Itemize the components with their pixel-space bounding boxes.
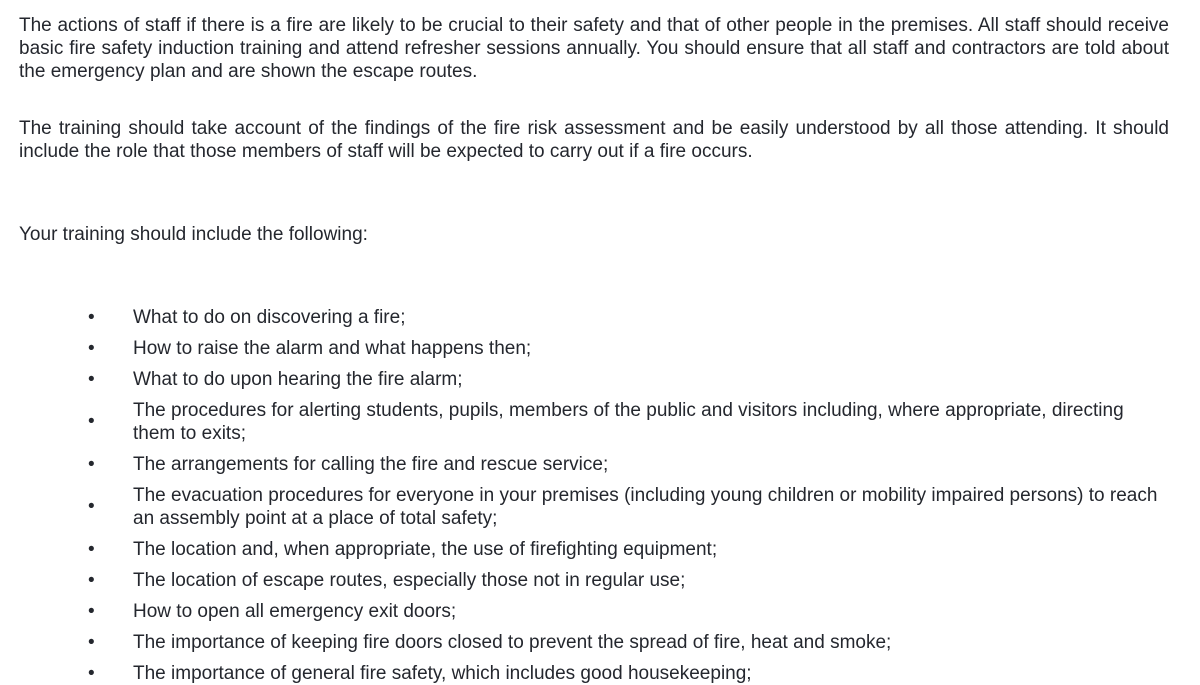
paragraph-staff-actions: The actions of staff if there is a fire are likely to be crucial to their safety and that of other people in the premises. All staff should receive basic fire safety induction training and attend refresher sessions annually. You should ensure that all staff and contractors are told about the emergency plan and are shown the escape routes. <box>19 15 1169 82</box>
list-item-text: What to do upon hearing the fire alarm; <box>133 368 463 390</box>
bullet-icon: • <box>88 631 95 653</box>
list-item-text: How to open all emergency exit doors; <box>133 600 457 622</box>
bullet-icon: • <box>88 368 95 390</box>
list-item <box>88 600 1169 623</box>
list-item-text: The importance of general fire safety, which includes good housekeeping; <box>133 662 752 684</box>
list-item <box>88 538 1169 561</box>
list-item <box>88 631 1169 654</box>
list-item <box>88 484 1169 530</box>
list-item-text: The arrangements for calling the fire and rescue service; <box>133 453 609 475</box>
list-item <box>88 368 1169 391</box>
bullet-icon: • <box>88 600 95 622</box>
list-item <box>88 399 1169 445</box>
list-item <box>88 569 1169 592</box>
list-item-text: The importance of keeping fire doors closed to prevent the spread of fire, heat and smoke; <box>133 631 892 653</box>
bullet-icon: • <box>88 306 95 328</box>
training-topics-list <box>19 306 1169 685</box>
list-item-text: The evacuation procedures for everyone in your premises (including young children or mobility impaired persons) to reach an assembly point at a place of total safety; <box>133 484 1158 529</box>
list-item-text: The location of escape routes, especially those not in regular use; <box>133 569 686 591</box>
bullet-icon: • <box>88 496 95 518</box>
training-list-intro: Your training should include the following: <box>19 223 368 245</box>
bullet-icon: • <box>88 411 95 433</box>
list-item-text: What to do on discovering a fire; <box>133 306 406 328</box>
bullet-icon: • <box>88 337 95 359</box>
bullet-icon: • <box>88 538 95 560</box>
paragraph-training-findings: The training should take account of the findings of the fire risk assessment and be easily understood by all those attending. It should include the role that those members of staff will be expected to carry out if a fire occurs. <box>19 118 1169 163</box>
list-item-text: The location and, when appropriate, the use of firefighting equipment; <box>133 538 718 560</box>
list-item <box>88 337 1169 360</box>
bullet-icon: • <box>88 453 95 475</box>
list-item-text: How to raise the alarm and what happens then; <box>133 337 532 359</box>
list-item <box>88 662 1169 685</box>
list-item-text: The procedures for alerting students, pupils, members of the public and visitors including, where appropriate, directing them to exits; <box>133 399 1124 444</box>
list-item <box>88 453 1169 476</box>
list-item <box>88 306 1169 329</box>
bullet-icon: • <box>88 662 95 684</box>
bullet-icon: • <box>88 569 95 591</box>
